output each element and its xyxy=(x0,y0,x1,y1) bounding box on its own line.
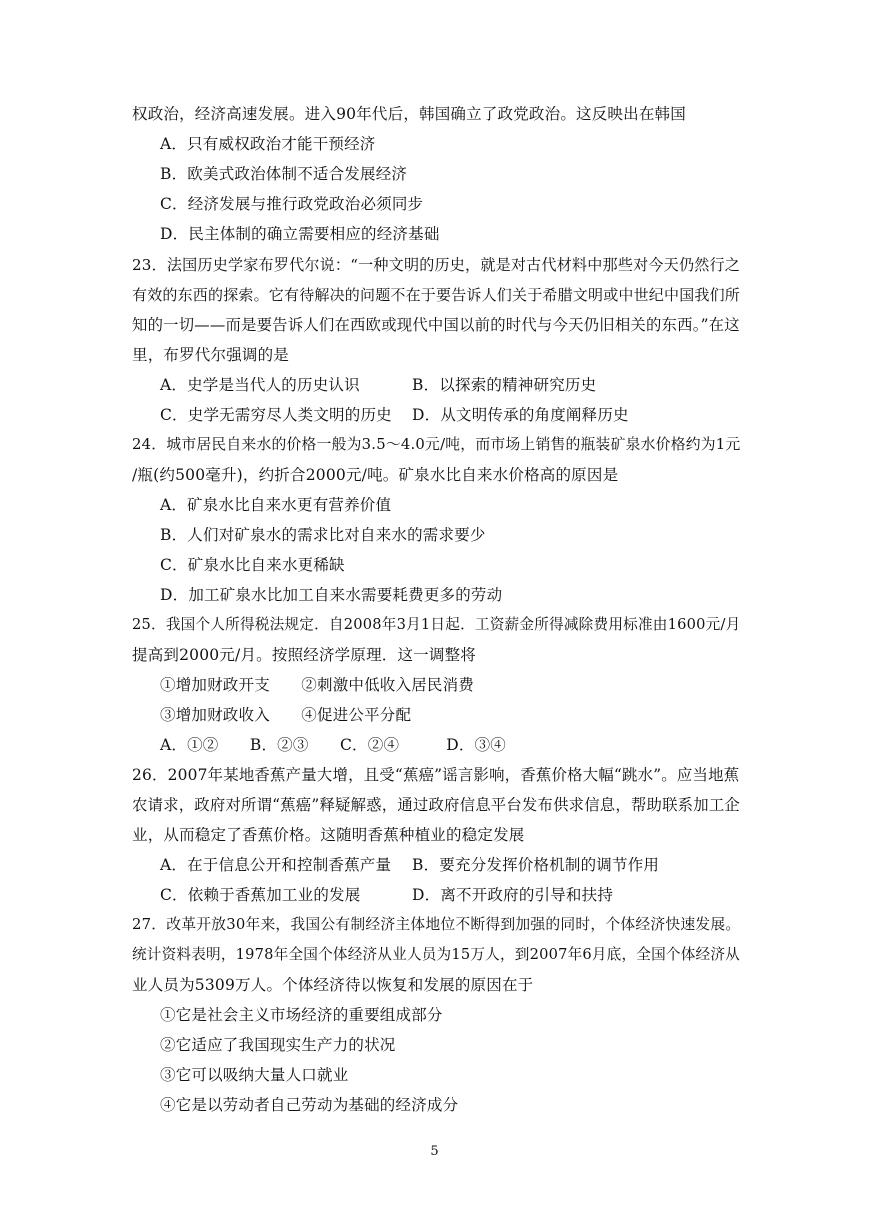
option-d: D．加工矿泉水比加工自来水需要耗费更多的劳动 xyxy=(160,586,503,604)
options-row: A．①② B．②③ C．②④ D．③④ xyxy=(160,736,506,754)
option-d: D．从文明传承的角度阐释历史 xyxy=(412,406,629,424)
page-number: 5 xyxy=(430,1144,439,1159)
option-c: C．史学无需穷尽人类文明的历史 xyxy=(160,406,392,424)
statement-4: ④它是以劳动者自己劳动为基础的经济成分 xyxy=(160,1096,459,1114)
option-a: A．矿泉水比自来水更有营养价值 xyxy=(160,496,392,514)
option-b: B．以探索的精神研究历史 xyxy=(412,376,597,394)
option-c: C．经济发展与推行政党政治必须同步 xyxy=(160,195,424,213)
statements-line: ③增加财政收入 ④促进公平分配 xyxy=(160,706,412,724)
option-b: B．人们对矿泉水的需求比对自来水的需求要少 xyxy=(160,526,486,544)
question-27: 27．改革开放30年来，我国公有制经济主体地位不断得到加强的同时，个体经济快速发展。 xyxy=(132,916,741,933)
question-25: 25．我国个人所得税法规定．自2008年3月1日起．工资薪金所得减除费用标准由1600元/月 xyxy=(132,616,741,633)
option-c: C．依赖于香蕉加工业的发展 xyxy=(160,886,361,904)
text-line: 知的一切——而是要告诉人们在西欧或现代中国以前的时代与今天仍旧相关的东西。”在这 xyxy=(132,316,740,334)
text-line: 统计资料表明，1978年全国个体经济从业人员为15万人，到2007年6月底，全国个体经济从 xyxy=(132,946,740,963)
statements-line: ①增加财政开支 ②刺激中低收入居民消费 xyxy=(160,676,475,694)
text-line: 有效的东西的探索。它有待解决的问题不在于要告诉人们关于希腊文明或中世纪中国我们所 xyxy=(132,286,741,304)
statement-2: ②它适应了我国现实生产力的状况 xyxy=(160,1036,396,1054)
option-b: B．欧美式政治体制不适合发展经济 xyxy=(160,165,408,183)
text-line: 业，从而稳定了香蕉价格。这随明香蕉种植业的稳定发展 xyxy=(132,826,525,844)
text-line: 里，布罗代尔强调的是 xyxy=(132,346,290,364)
statement-1: ①它是社会主义市场经济的重要组成部分 xyxy=(160,1006,443,1024)
statement-3: ③它可以吸纳大量人口就业 xyxy=(160,1066,349,1084)
text-line: 业人员为5309万人。个体经济待以恢复和发展的原因在于 xyxy=(132,976,534,994)
text-line: 权政治，经济高速发展。进入90年代后，韩国确立了政党政治。这反映出在韩国 xyxy=(132,105,686,123)
option-c: C．矿泉水比自来水更稀缺 xyxy=(160,556,345,574)
question-24: 24．城市居民自来水的价格一般为3.5～4.0元/吨，而市场上销售的瓶装矿泉水价格约为1元 xyxy=(132,436,741,453)
option-a: A．只有威权政治才能干预经济 xyxy=(160,135,376,153)
text-line: 农请求，政府对所谓“蕉癌”释疑解惑，通过政府信息平台发布供求信息，帮助联系加工企 xyxy=(132,796,740,814)
option-d: D．民主体制的确立需要相应的经济基础 xyxy=(160,225,440,243)
question-26: 26．2007年某地香蕉产量大增，且受“蕉癌”谣言影响，香蕉价格大幅“跳水”。应当地蕉 xyxy=(132,766,740,784)
option-d: D．离不开政府的引导和扶持 xyxy=(412,886,614,904)
option-b: B．要充分发挥价格机制的调节作用 xyxy=(412,856,660,874)
question-23: 23．法国历史学家布罗代尔说：“一种文明的历史，就是对古代材料中那些对今天仍然行之 xyxy=(132,256,741,274)
option-a: A．在于信息公开和控制香蕉产量 xyxy=(160,856,392,874)
option-a: A．史学是当代人的历史认识 xyxy=(160,376,360,394)
text-line: /瓶(约500毫升)，约折合2000元/吨。矿泉水比自来水价格高的原因是 xyxy=(132,466,619,484)
text-line: 提高到2000元/月。按照经济学原理．这一调整将 xyxy=(132,646,476,664)
